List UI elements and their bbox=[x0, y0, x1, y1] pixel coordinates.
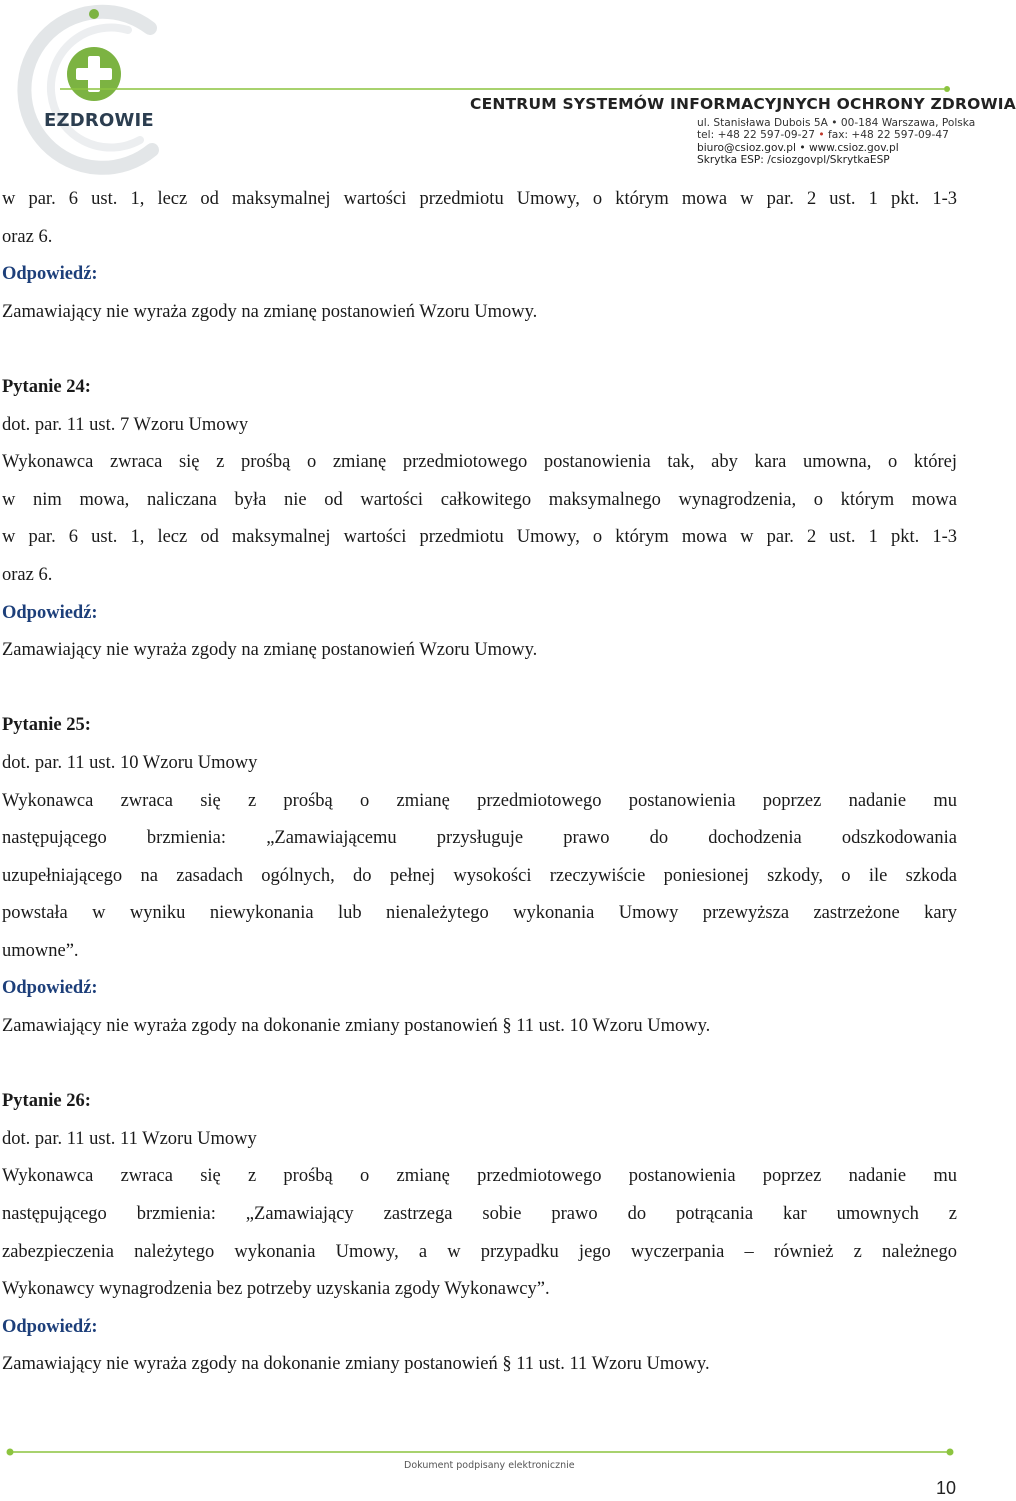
question-title: Pytanie 26: bbox=[2, 1091, 91, 1112]
text-line: Wykonawca zwraca się z prośbą o zmianę przedmiotowego postanowienia poprzez nadanie mu bbox=[2, 1166, 957, 1187]
footer-divider bbox=[0, 1447, 960, 1457]
text-line: Wykonawca zwraca się z prośbą o zmianę przedmiotowego postanowienia poprzez nadanie mu bbox=[2, 790, 957, 811]
answer-text: Zamawiający nie wyraża zgody na dokonanie zmiany postanowień § 11 ust. 10 Wzoru Umowy. bbox=[2, 1016, 711, 1037]
text-line: uzupełniającego na zasadach ogólnych, do pełnej wysokości rzeczywiście poniesionej szkody, o ile szkoda bbox=[2, 865, 957, 886]
answer-label: Odpowiedź: bbox=[2, 602, 98, 623]
spacer bbox=[2, 1046, 957, 1084]
document-body bbox=[2, 181, 957, 1384]
answer-label: Odpowiedź: bbox=[2, 1316, 98, 1337]
logo-text: EZDROWIE bbox=[44, 110, 154, 131]
answer-label: Odpowiedź: bbox=[2, 978, 98, 999]
text-line: powstała w wyniku niewykonania lub nienależytego wykonania Umowy przewyższa zastrzeżone kary bbox=[2, 903, 957, 924]
fax-value: +48 22 597-09-47 bbox=[851, 129, 949, 142]
question-title: Pytanie 24: bbox=[2, 376, 91, 397]
email-web: biuro@csioz.gov.pl • www.csioz.gov.pl bbox=[697, 141, 899, 154]
text-line: Wykonawca zwraca się z prośbą o zmianę przedmiotowego postanowienia tak, aby kara umowna, o której bbox=[2, 452, 957, 473]
text-line: w par. 6 ust. 1, lecz od maksymalnej wartości przedmiotu Umowy, o którym mowa w par. 2 ust. 1 pkt. 1-3 bbox=[2, 189, 957, 209]
tel-value: +48 22 597-09-27 bbox=[717, 129, 815, 142]
question-reference: dot. par. 11 ust. 7 Wzoru Umowy bbox=[2, 414, 249, 435]
text-line: umowne”. bbox=[2, 940, 79, 961]
esp-box: Skrytka ESP: /csiozgovpl/SkrytkaESP bbox=[697, 154, 890, 167]
text-line: oraz 6. bbox=[2, 226, 53, 247]
tel-label: tel: bbox=[697, 129, 715, 142]
answer-text: Zamawiający nie wyraża zgody na zmianę postanowień Wzoru Umowy. bbox=[2, 301, 538, 322]
phone-fax: tel: +48 22 597-09-27 • fax: +48 22 597-09-47 bbox=[697, 129, 949, 142]
letterhead bbox=[0, 0, 1016, 180]
text-line: w nim mowa, naliczana była nie od wartości całkowitego maksymalnego wynagrodzenia, o którym mowa bbox=[2, 489, 957, 510]
text-line: oraz 6. bbox=[2, 564, 53, 585]
page-number: 10 bbox=[936, 1478, 957, 1498]
text-line: zabezpieczenia należytego wykonania Umowy, a w przypadku jego wyczerpania – również z należnego bbox=[2, 1241, 957, 1262]
organization-name: CENTRUM SYSTEMÓW INFORMACYJNYCH OCHRONY ZDROWIA bbox=[470, 95, 1016, 113]
answer-label: Odpowiedź: bbox=[2, 264, 98, 285]
question-reference: dot. par. 11 ust. 11 Wzoru Umowy bbox=[2, 1128, 257, 1149]
spacer bbox=[2, 331, 957, 369]
text-line: w par. 6 ust. 1, lecz od maksymalnej wartości przedmiotu Umowy, o którym mowa w par. 2 ust. 1 pkt. 1-3 bbox=[2, 527, 957, 548]
answer-text: Zamawiający nie wyraża zgody na zmianę postanowień Wzoru Umowy. bbox=[2, 640, 538, 661]
fax-label: fax: bbox=[827, 129, 849, 142]
text-line: następującego brzmienia: „Zamawiającemu przysługuje prawo do dochodzenia odszkodowania bbox=[2, 828, 957, 849]
question-title: Pytanie 25: bbox=[2, 715, 91, 736]
text-line: Wykonawcy wynagrodzenia bez potrzeby uzyskania zgody Wykonawcy”. bbox=[2, 1279, 550, 1300]
question-reference: dot. par. 11 ust. 10 Wzoru Umowy bbox=[2, 752, 258, 773]
answer-text: Zamawiający nie wyraża zgody na dokonanie zmiany postanowień § 11 ust. 11 Wzoru Umowy. bbox=[2, 1354, 710, 1375]
electronic-signature-note: Dokument podpisany elektronicznie bbox=[404, 1460, 575, 1471]
spacer bbox=[2, 670, 957, 708]
text-line: następującego brzmienia: „Zamawiający zastrzega sobie prawo do potrącania kar umownych z bbox=[2, 1204, 957, 1225]
header-divider bbox=[60, 86, 960, 92]
contact-block bbox=[697, 117, 976, 167]
address: ul. Stanisława Dubois 5A • 00-184 Warszawa, Polska bbox=[697, 117, 976, 129]
